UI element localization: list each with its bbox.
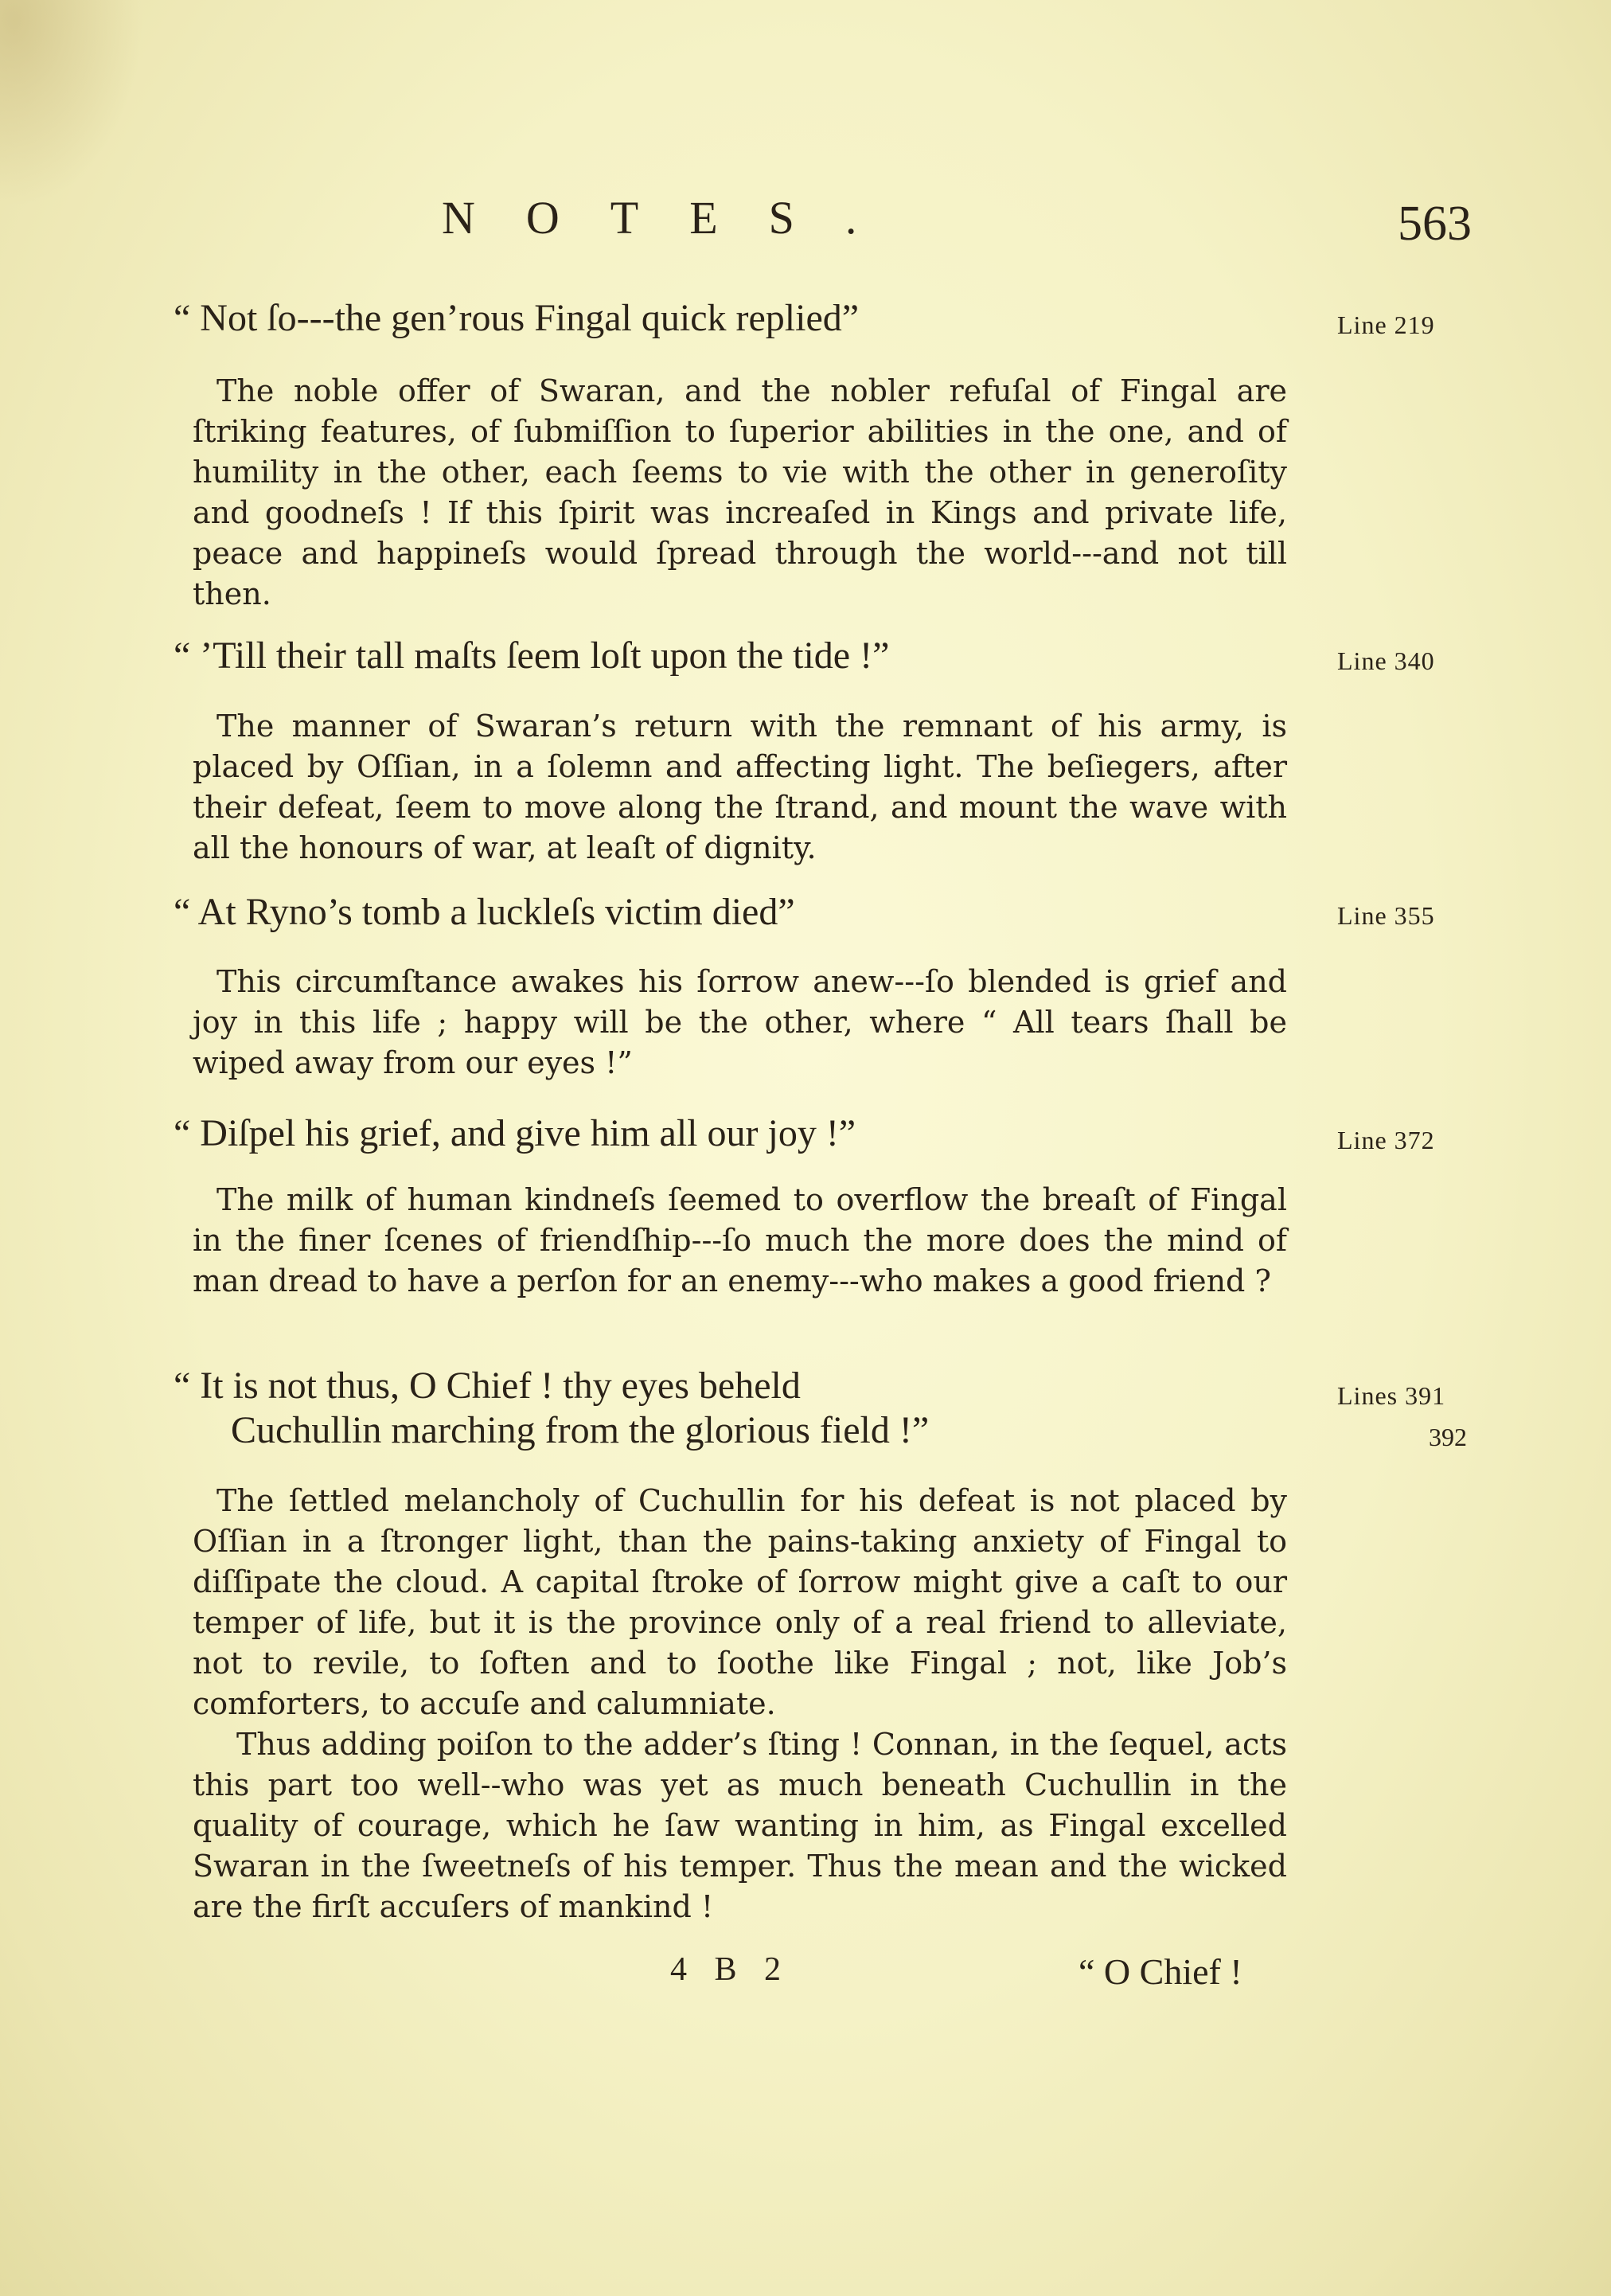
signature-mark: 4 B 2 — [670, 1951, 791, 1988]
note-commentary — [193, 1180, 1287, 1302]
note-quote: “ It is not thus, O Chief ! thy eyes beheld — [174, 1365, 801, 1407]
catchword: “ O Chief ! — [1079, 1951, 1242, 1992]
note-quote: “ At Ryno’s tomb a luckleſs victim died” — [174, 891, 795, 933]
note-commentary — [193, 706, 1287, 869]
page-number: 563 — [1398, 197, 1472, 251]
line-reference: Lines 391 — [1337, 1381, 1446, 1410]
commentary-paragraph: Thus adding poiſon to the adder’s ſting ! Connan, in the ſequel, acts this part too well--who was yet as much beneath Cuchullin in the quality of courage, which he ſaw wanting in him, as Fingal excelled Swaran in the ſweetneſs of his temper. Thus the mean and the wicked are the firſt accuſers of mankind ! — [193, 1727, 1287, 1924]
line-reference: Line 340 — [1337, 646, 1435, 675]
commentary-paragraph: The milk of human kindneſs ſeemed to overflow the breaſt of Fingal in the finer ſcenes of friendſhip---ſo much the more does the mind of man dread to have a perſon for an enemy---who makes a good friend ? — [193, 1182, 1287, 1298]
note-commentary — [193, 1481, 1287, 1927]
note-quote: “ Diſpel his grief, and give him all our joy !” — [174, 1112, 856, 1154]
commentary-paragraph: The ſettled melancholy of Cuchullin for his defeat is not placed by Oſſian in a ſtronger light, than the pains-taking anxiety of Fingal to diſſipate the cloud. A capital ſtroke of ſorrow might give a caſt to our temper of life, but it is the province only of a real friend to alleviate, not to revile, to ſoften and to ſoothe like Fingal ; not, like Job’s comforters, to accuſe and calumniate. — [193, 1483, 1287, 1721]
note-commentary — [193, 962, 1287, 1084]
line-reference: Line 219 — [1337, 310, 1435, 339]
running-head: NOTES. — [442, 192, 908, 244]
line-reference: Line 355 — [1337, 901, 1435, 930]
note-quote: “ Not ſo---the gen’rous Fingal quick replied” — [174, 297, 860, 339]
line-reference-continuation: 392 — [1429, 1423, 1467, 1451]
line-reference: Line 372 — [1337, 1126, 1435, 1154]
note-quote: “ ’Till their tall maſts ſeem loſt upon the tide !” — [174, 635, 890, 677]
commentary-paragraph: The manner of Swaran’s return with the remnant of his army, is placed by Oſſian, in a ſolemn and affecting light. The beſiegers, after their defeat, ſeem to move along the ſtrand, and mount the wave with all the honours of war, at leaſt of dignity. — [193, 709, 1287, 865]
commentary-paragraph: The noble offer of Swaran, and the nobler refuſal of Fingal are ſtriking features, of ſubmiſſion to ſuperior abilities in the one, and of humility in the other, each ſeems to vie with the other in generoſity and goodneſs ! If this ſpirit was increaſed in Kings and private life, peace and happineſs would ſpread through the world---and not till then. — [193, 373, 1287, 611]
note-quote-continuation: Cuchullin marching from the glorious field !” — [231, 1409, 930, 1451]
commentary-paragraph: This circumſtance awakes his ſorrow anew---ſo blended is grief and joy in this life ; happy will be the other, where “ All tears ſhall be wiped away from our eyes !” — [193, 964, 1287, 1080]
note-commentary — [193, 371, 1287, 615]
